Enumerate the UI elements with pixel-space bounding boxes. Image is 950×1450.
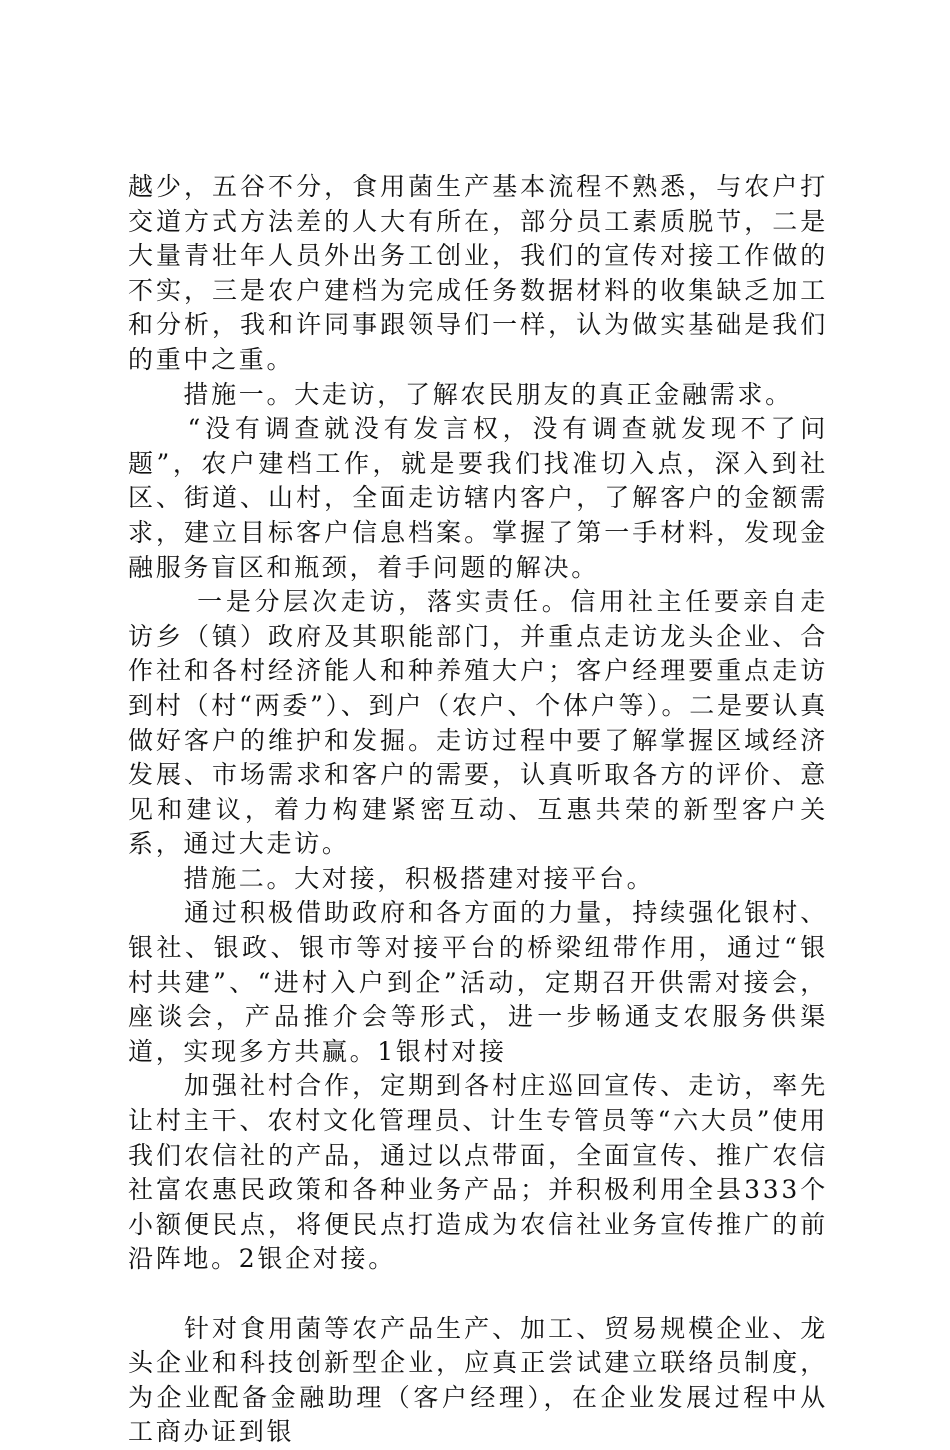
paragraph-8: 针对食用菌等农产品生产、加工、贸易规模企业、龙头企业和科技创新型企业，应真正尝试建立联络员制度，为企业配备金融助理（客户经理），在企业发展过程中从工商办证到银 (128, 1313, 828, 1447)
document-body (128, 170, 828, 1450)
paragraph-3: “没有调查就没有发言权，没有调查就发现不了问题”，农户建档工作，就是要我们找准切入点，深入到社区、街道、山村，全面走访辖内客户，了解客户的金额需求，建立目标客户信息档案。掌握了第一手材料，发现金融服务盲区和瓶颈，着手问题的解决。 (128, 414, 828, 582)
paragraph-1: 越少，五谷不分，食用菌生产基本流程不熟悉，与农户打交道方式方法差的人大有所在，部分员工素质脱节，二是大量青壮年人员外出务工创业，我们的宣传对接工作做的不实，三是农户建档为完成任务数据材料的收集缺乏加工和分析，我和许同事跟领导们一样，认为做实基础是我们的重中之重。 (128, 172, 828, 374)
paragraph-5-heading: 措施二。大对接，积极搭建对接平台。 (128, 863, 655, 893)
paragraph-7: 加强社村合作，定期到各村庄巡回宣传、走访，率先让村主干、农村文化管理员、计生专管员等“六大员”使用我们农信社的产品，通过以点带面，全面宣传、推广农信社富农惠民政策和各种业务产品；并积极利用全县333个小额便民点，将便民点打造成为农信社业务宣传推广的前沿阵地。2银企对接。 (128, 1071, 828, 1274)
paragraph-6: 通过积极借助政府和各方面的力量，持续强化银村、银社、银政、银市等对接平台的桥梁纽带作用，通过“银村共建”、“进村入户到企”活动，定期召开供需对接会，座谈会，产品推介会等形式，进一步畅通支农服务供渠道，实现多方共赢。1银村对接 (128, 898, 828, 1066)
paragraph-4: 一是分层次走访，落实责任。信用社主任要亲自走访乡（镇）政府及其职能部门，并重点走访龙头企业、合作社和各村经济能人和种养殖大户；客户经理要重点走访到村（村“两委”）、到户（农户、个体户等）。二是要认真做好客户的维护和发掘。走访过程中要了解掌握区域经济发展、市场需求和客户的需要，认真听取各方的评价、意见和建议，着力构建紧密互动、互惠共荣的新型客户关系，通过大走访。 (128, 587, 828, 859)
paragraph-2-heading: 措施一。大走访，了解农民朋友的真正金融需求。 (128, 379, 793, 409)
paragraph-spacer (128, 1277, 828, 1312)
